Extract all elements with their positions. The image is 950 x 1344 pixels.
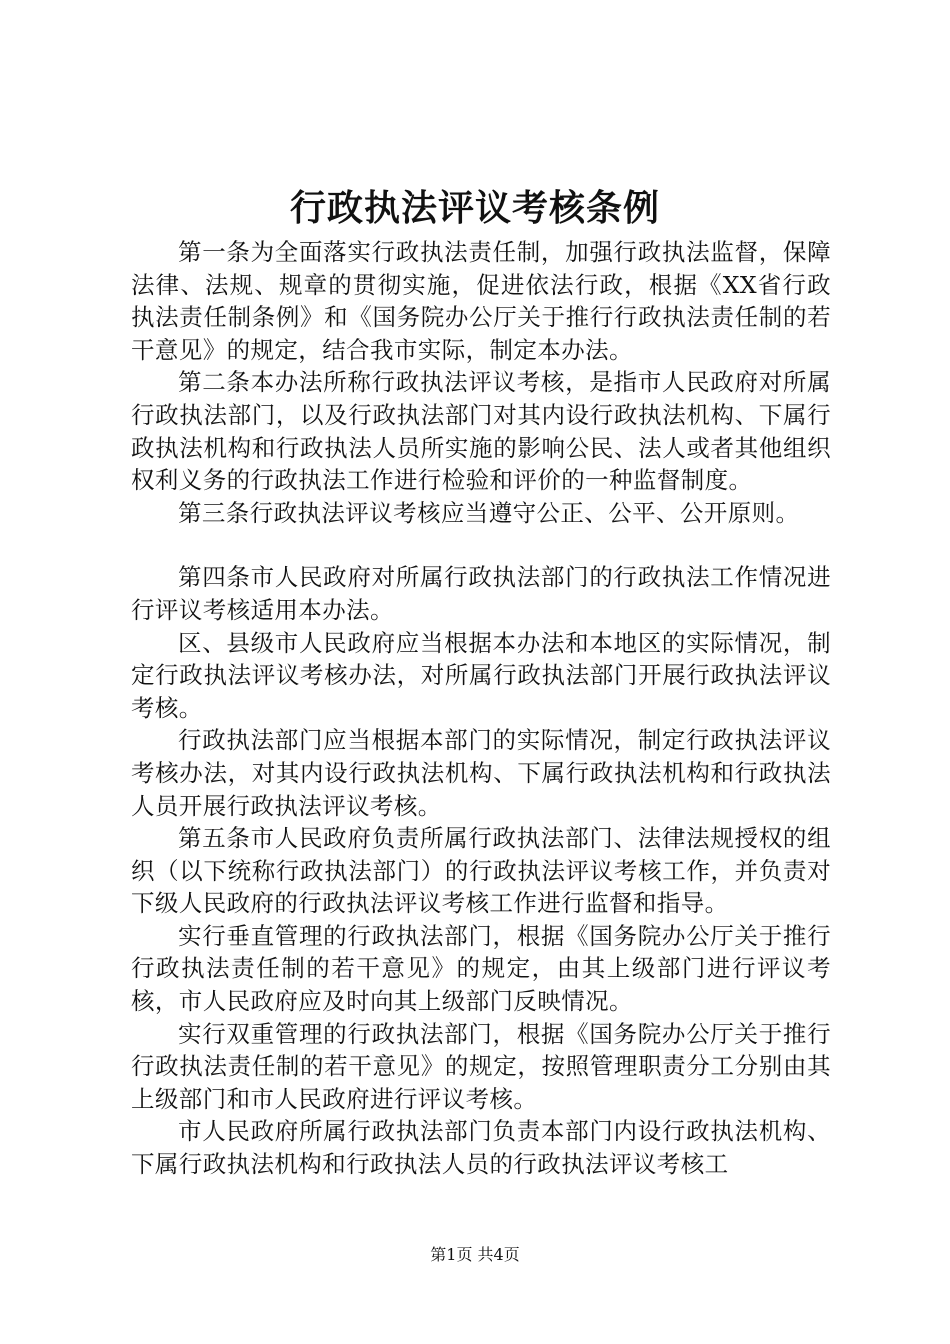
paragraph-article-5-dual: 实行双重管理的行政执法部门，根据《国务院办公厅关于推行行政执法责任制的若干意见》的规定，按照管理职责分工分别由其上级部门和市人民政府进行评议考核。 xyxy=(131,1019,831,1113)
paragraph-article-5-internal: 市人民政府所属行政执法部门负责本部门内设行政执法机构、下属行政执法机构和行政执法人员的行政执法评议考核工 xyxy=(131,1117,831,1179)
paragraph-article-1: 第一条为全面落实行政执法责任制，加强行政执法监督，保障法律、法规、规章的贯彻实施，促进依法行政，根据《XX省行政执法责任制条例》和《国务院办公厅关于推行行政执法责任制的若干意见》的规定，结合我市实际，制定本办法。 xyxy=(131,238,831,364)
paragraph-article-5-vertical: 实行垂直管理的行政执法部门，根据《国务院办公厅关于推行行政执法责任制的若干意见》的规定，由其上级部门进行评议考核，市人民政府应及时向其上级部门反映情况。 xyxy=(131,921,831,1016)
paragraph-article-5: 第五条市人民政府负责所属行政执法部门、法律法规授权的组织（以下统称行政执法部门）的行政执法评议考核工作，并负责对下级人民政府的行政执法评议考核工作进行监督和指导。 xyxy=(131,824,831,918)
paragraph-article-4-department: 行政执法部门应当根据本部门的实际情况，制定行政执法评议考核办法，对其内设行政执法机构、下属行政执法机构和行政执法人员开展行政执法评议考核。 xyxy=(131,726,831,820)
page-number-footer: 第1页 共4页 xyxy=(430,1245,520,1264)
paragraph-article-4-county: 区、县级市人民政府应当根据本办法和本地区的实际情况，制定行政执法评议考核办法，对所属行政执法部门开展行政执法评议考核。 xyxy=(131,628,831,722)
paragraph-article-2: 第二条本办法所称行政执法评议考核，是指市人民政府对所属行政执法部门，以及行政执法部门对其内设行政执法机构、下属行政执法机构和行政执法人员所实施的影响公民、法人或者其他组织权利义务的行政执法工作进行检验和评价的一种监督制度。 xyxy=(131,368,831,495)
paragraph-article-4: 第四条市人民政府对所属行政执法部门的行政执法工作情况进行评议考核适用本办法。 xyxy=(131,563,831,624)
paragraph-article-3: 第三条行政执法评议考核应当遵守公正、公平、公开原则。 xyxy=(178,498,800,527)
document-title: 行政执法评议考核条例 xyxy=(289,187,660,229)
document-body xyxy=(131,236,831,1181)
